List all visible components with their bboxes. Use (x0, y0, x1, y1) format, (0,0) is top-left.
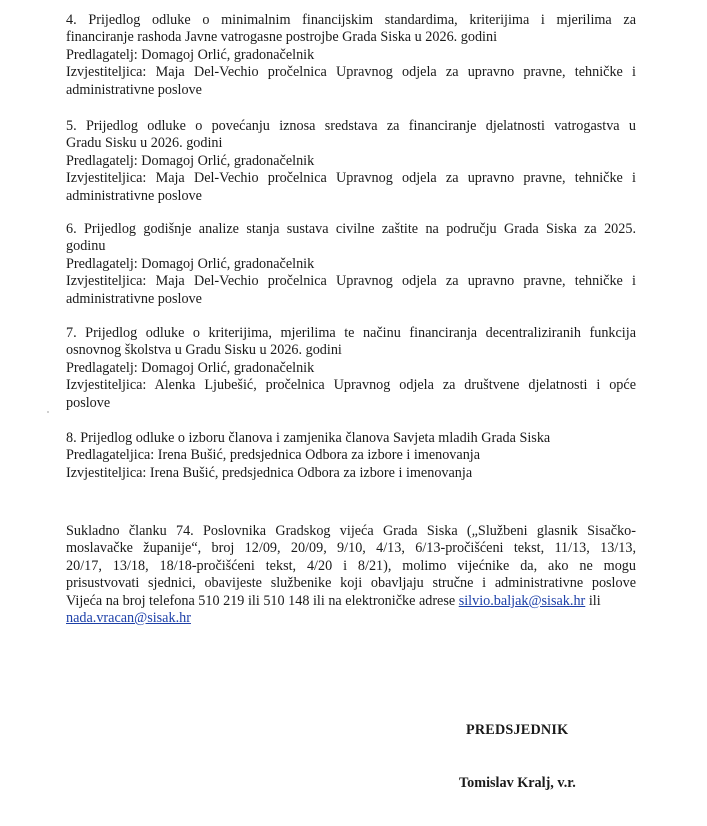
item-reporter-line: Izvjestiteljica: Maja Del-Vechio pročelnica Upravnog odjela za upravno pravne, tehničke i (66, 64, 636, 81)
item-title-line: 6. Prijedlog godišnje analize stanja sustava civilne zaštite na području Grada Siska za 2025. (66, 221, 636, 237)
closing-paragraph (66, 523, 636, 627)
item-proposer: Predlagatelj: Domagoj Orlić, gradonačelnik (66, 46, 315, 63)
signature-name: Tomislav Kralj, v.r. (459, 775, 576, 791)
item-title-line: 5. Prijedlog odluke o povećanju iznosa sredstava za financiranje djelatnosti vatrogastva u (66, 118, 636, 134)
agenda-item-6 (66, 221, 636, 308)
item-proposer: Predlagatelj: Domagoj Orlić, gradonačelnik (66, 359, 315, 376)
signature-title: PREDSJEDNIK (466, 722, 569, 738)
item-reporter-line: Izvjestiteljica: Maja Del-Vechio pročelnica Upravnog odjela za upravno pravne, tehničke i (66, 170, 636, 187)
scan-speck (47, 411, 49, 413)
agenda-item-8 (66, 430, 636, 482)
item-proposer: Predlagatelj: Domagoj Orlić, gradonačelnik (66, 152, 315, 169)
item-title-line: 8. Prijedlog odluke o izboru članova i zamjenika članova Savjeta mladih Grada Siska (66, 430, 551, 446)
email-link-nada[interactable]: nada.vracan@sisak.hr (66, 610, 191, 627)
item-reporter-line: administrativne poslove (66, 187, 202, 204)
item-title-line: financiranje rashoda Javne vatrogasne postrojbe Grada Siska u 2026. godini (66, 29, 498, 46)
closing-line: prisustvovati sjednici, obavijeste službenike koji obavljaju stručne i administrativne poslove (66, 575, 636, 592)
closing-contact-text: Vijeća na broj telefona 510 219 ili 510 148 ili na elektroničke adrese (66, 592, 459, 609)
item-reporter-line: poslove (66, 394, 111, 411)
item-reporter-line: Izvjestiteljica: Alenka Ljubešić, pročelnica Upravnog odjela za društvene djelatnosti i opće (66, 377, 636, 394)
item-title-line: godinu (66, 238, 106, 255)
item-proposer: Predlagatelj: Domagoj Orlić, gradonačelnik (66, 255, 315, 272)
agenda-item-5 (66, 118, 636, 205)
item-reporter-line: administrativne poslove (66, 290, 202, 307)
email-link-silvio[interactable]: silvio.baljak@sisak.hr (458, 592, 586, 609)
closing-line: 20/17, 13/18, 18/18-pročišćeni tekst, 4/20 i 8/21), molimo vijećnike da, ako ne mogu (66, 557, 636, 574)
item-title-line: 4. Prijedlog odluke o minimalnim financijskim standardima, kriterijima i mjerilima za (66, 12, 636, 28)
item-title-line: osnovnog školstva u Gradu Sisku u 2026. godini (66, 342, 342, 359)
item-reporter-line: administrativne poslove (66, 81, 202, 98)
agenda-item-4 (66, 12, 636, 99)
closing-contact-suffix: ili (585, 592, 601, 609)
item-title-line: 7. Prijedlog odluke o kriterijima, mjerilima te načinu financiranja decentraliziranih funkcija (66, 325, 636, 341)
agenda-item-7 (66, 325, 636, 412)
item-title-line: Gradu Sisku u 2026. godini (66, 135, 223, 152)
closing-line: moslavačke županije“, broj 12/09, 20/09, 9/10, 4/13, 6/13-pročišćeni tekst, 11/13, 13/13, (66, 540, 636, 557)
item-proposer: Predlagateljica: Irena Bušić, predsjednica Odbora za izbore i imenovanja (66, 447, 481, 464)
item-reporter-line: Izvjestiteljica: Irena Bušić, predsjednica Odbora za izbore i imenovanja (66, 464, 473, 481)
closing-contact-line (66, 593, 636, 610)
closing-email-line (66, 610, 636, 627)
item-reporter-line: Izvjestiteljica: Maja Del-Vechio pročelnica Upravnog odjela za upravno pravne, tehničke i (66, 273, 636, 290)
closing-line: Sukladno članku 74. Poslovnika Gradskog vijeća Grada Siska („Službeni glasnik Sisačko- (66, 523, 636, 539)
